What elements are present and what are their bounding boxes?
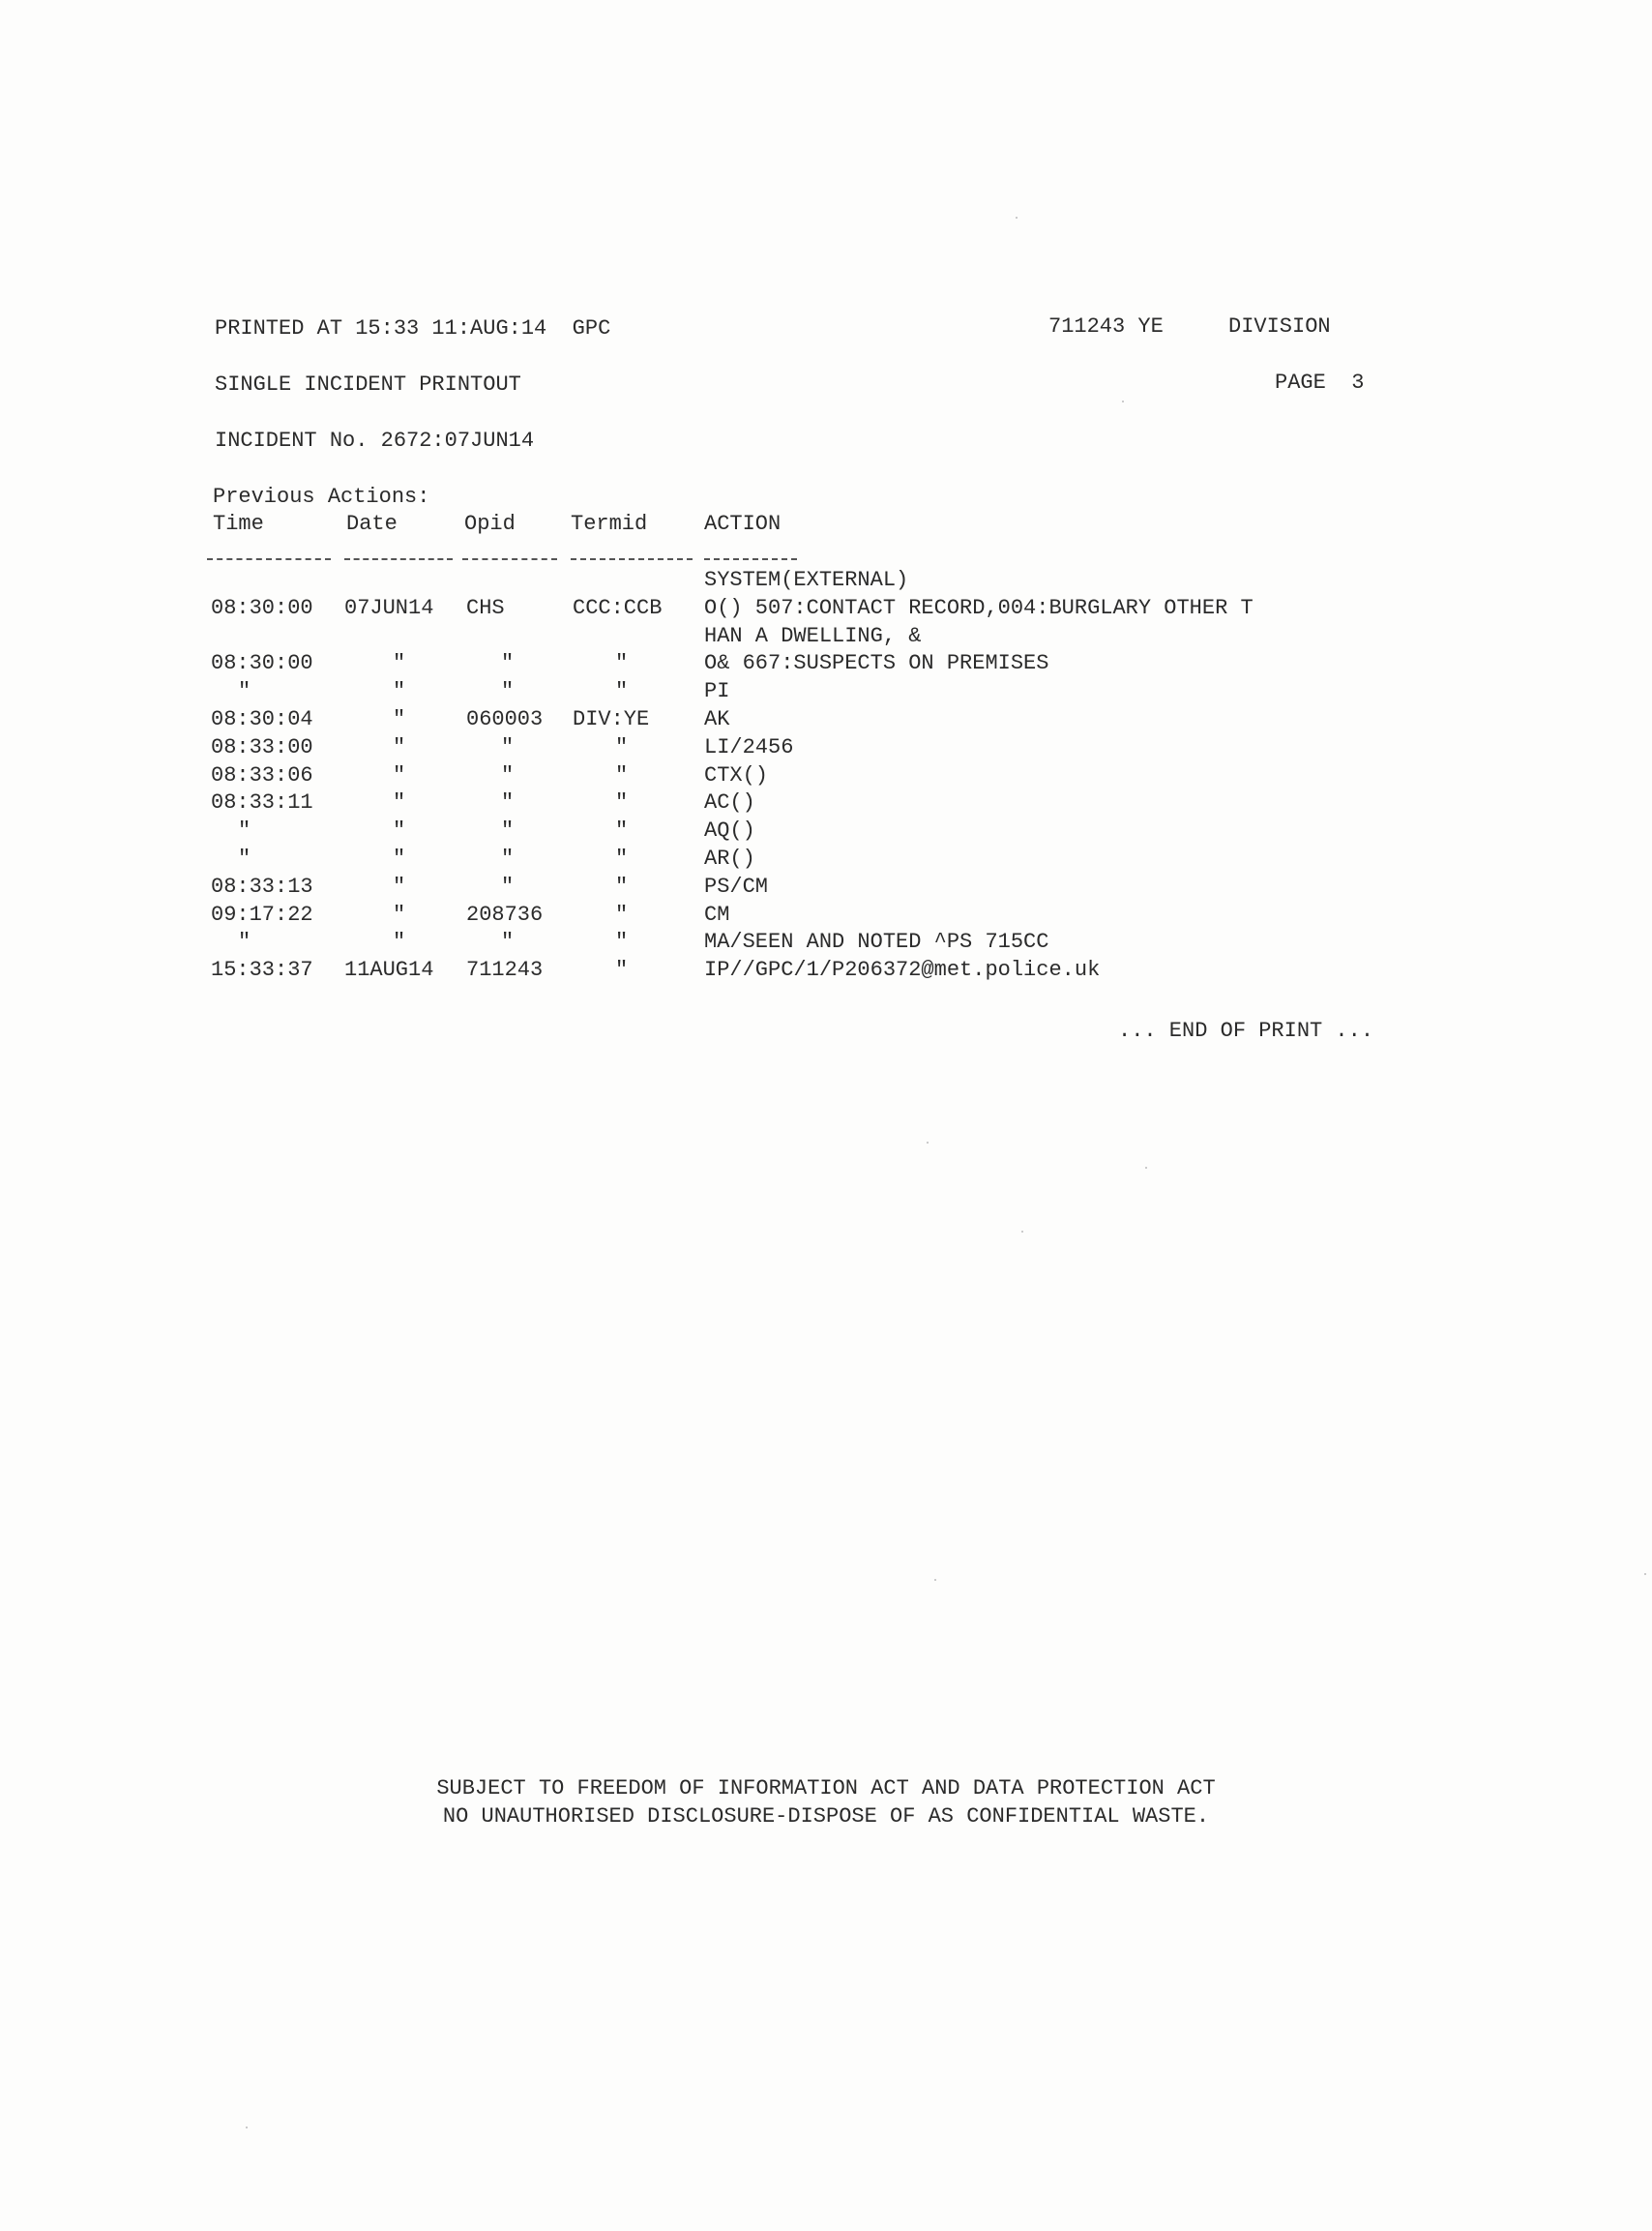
separator-opid: [462, 558, 557, 560]
cell-termid: ": [615, 763, 629, 788]
cell-date: ": [393, 790, 406, 815]
cell-action: AC(): [704, 790, 755, 815]
cell-action: PS/CM: [704, 875, 769, 899]
incident-number: INCIDENT No. 2672:07JUN14: [215, 429, 535, 453]
cell-date: ": [393, 847, 406, 871]
cell-termid: ": [615, 735, 629, 759]
section-title: Previous Actions:: [213, 485, 430, 509]
cell-termid: ": [615, 847, 629, 871]
end-of-print: ... END OF PRINT ...: [1118, 1019, 1374, 1043]
cell-action: CM: [704, 903, 730, 927]
cell-action: O() 507:CONTACT RECORD,004:BURGLARY OTHER T: [704, 596, 1254, 620]
cell-date: ": [393, 818, 406, 843]
cell-time: 08:33:11: [211, 790, 313, 815]
cell-date: 11AUG14: [344, 958, 434, 982]
cell-date: ": [393, 707, 406, 731]
cell-time: 08:30:00: [211, 596, 313, 620]
cell-opid: 060003: [466, 707, 544, 731]
cell-termid: ": [615, 818, 629, 843]
scan-speck: [927, 1142, 929, 1144]
footer-notice-line1: SUBJECT TO FREEDOM OF INFORMATION ACT AND DATA PROTECTION ACT: [436, 1776, 1216, 1800]
cell-action: LI/2456: [704, 735, 794, 759]
cell-termid: ": [615, 875, 629, 899]
division-label: DIVISION: [1228, 314, 1331, 339]
cell-date: ": [393, 930, 406, 954]
column-termid: Termid: [571, 512, 648, 536]
cell-date: ": [393, 651, 406, 675]
cell-action: AK: [704, 707, 730, 731]
printed-at: PRINTED AT 15:33 11:AUG:14 GPC: [215, 316, 611, 341]
cell-termid: ": [615, 679, 629, 703]
cell-opid: ": [501, 735, 515, 759]
cell-date: ": [393, 875, 406, 899]
column-opid: Opid: [464, 512, 516, 536]
separator-termid: [571, 558, 693, 560]
cell-opid: ": [501, 790, 515, 815]
cell-action: AQ(): [704, 818, 755, 843]
scan-speck: [246, 2127, 248, 2128]
cell-time: 09:17:22: [211, 903, 313, 927]
cell-termid: DIV:YE: [573, 707, 650, 731]
cell-time: ": [238, 679, 251, 703]
user-code: 711243 YE: [1048, 314, 1164, 339]
cell-opid: ": [501, 930, 515, 954]
cell-opid: ": [501, 818, 515, 843]
cell-action: O& 667:SUSPECTS ON PREMISES: [704, 651, 1049, 675]
scan-speck: [1122, 401, 1124, 402]
cell-time: 08:33:00: [211, 735, 313, 759]
cell-opid: CHS: [466, 596, 505, 620]
cell-time: 15:33:37: [211, 958, 313, 982]
cell-time: 08:33:06: [211, 763, 313, 788]
cell-action: AR(): [704, 847, 755, 871]
column-time: Time: [213, 512, 264, 536]
cell-opid: ": [501, 763, 515, 788]
cell-date: ": [393, 735, 406, 759]
cell-time: 08:33:13: [211, 875, 313, 899]
cell-action: SYSTEM(EXTERNAL): [704, 568, 909, 592]
cell-opid: ": [501, 847, 515, 871]
cell-action: CTX(): [704, 763, 769, 788]
cell-date: 07JUN14: [344, 596, 434, 620]
cell-time: ": [238, 847, 251, 871]
cell-opid: 711243: [466, 958, 544, 982]
column-action: ACTION: [704, 512, 782, 536]
cell-time: 08:30:00: [211, 651, 313, 675]
cell-termid: ": [615, 958, 629, 982]
cell-termid: CCC:CCB: [573, 596, 663, 620]
scan-speck: [1021, 1231, 1023, 1233]
scan-speck: [934, 1579, 936, 1581]
cell-opid: ": [501, 651, 515, 675]
cell-termid: ": [615, 651, 629, 675]
separator-date: [344, 558, 453, 560]
cell-opid: ": [501, 875, 515, 899]
cell-date: ": [393, 903, 406, 927]
column-date: Date: [346, 512, 398, 536]
page-number: PAGE 3: [1275, 371, 1365, 395]
cell-termid: ": [615, 903, 629, 927]
scan-speck: [1644, 1573, 1646, 1575]
report-type: SINGLE INCIDENT PRINTOUT: [215, 372, 521, 397]
cell-time: ": [238, 818, 251, 843]
cell-action: MA/SEEN AND NOTED ^PS 715CC: [704, 930, 1049, 954]
cell-date: ": [393, 763, 406, 788]
cell-time: ": [238, 930, 251, 954]
scan-speck: [1145, 1167, 1147, 1169]
cell-opid: ": [501, 679, 515, 703]
scan-speck: [1016, 217, 1018, 219]
separator-time: [207, 558, 331, 560]
cell-time: 08:30:04: [211, 707, 313, 731]
cell-opid: 208736: [466, 903, 544, 927]
cell-termid: ": [615, 930, 629, 954]
cell-termid: ": [615, 790, 629, 815]
separator-action: [704, 558, 797, 560]
cell-action: HAN A DWELLING, &: [704, 624, 922, 648]
cell-action: PI: [704, 679, 730, 703]
cell-action: IP//GPC/1/P206372@met.police.uk: [704, 958, 1101, 982]
cell-date: ": [393, 679, 406, 703]
footer-notice-line2: NO UNAUTHORISED DISCLOSURE-DISPOSE OF AS CONFIDENTIAL WASTE.: [442, 1804, 1210, 1829]
